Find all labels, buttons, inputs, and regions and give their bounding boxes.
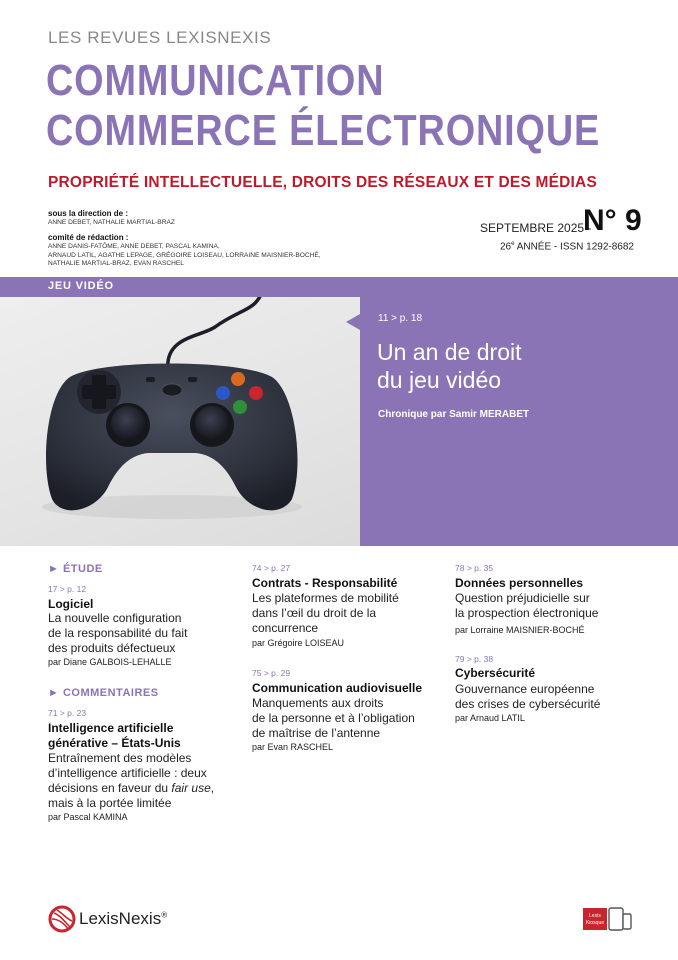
comm-line2: d’intelligence artificielle : deux [48,766,207,780]
comm-line4: mais à la portée limitée [48,796,172,810]
col3-a2-author: par Arnaud LATIL [455,713,525,723]
col3-a1-author: par Lorraine MAISNIER-BOCHÉ [455,625,585,635]
lexis-kiosque-badge[interactable] [583,908,607,930]
col3-a2-heading: Cybersécurité [455,666,536,680]
comm-line1: Entraînement des modèles [48,751,192,765]
col2-a2-heading: Communication audiovisuelle [252,681,423,695]
annee-number: 26 [500,241,512,253]
comm-author: par Pascal KAMINA [48,812,128,822]
feature-title-line1: Un an de droit [377,339,522,365]
tablet-phone-icon [608,906,632,937]
comm-line3-text: décisions en faveur du [48,781,172,795]
kiosque-line2: Kiosque [585,920,605,926]
comite-label: comité de rédaction : [48,233,129,242]
col3-a1-line2: la prospection électronique [455,606,599,620]
direction-names: ANNE DEBET, NATHALIE MARTIAL-BRAZ [48,219,175,226]
etude-author: par Diane GALBOIS-LEHALLE [48,657,172,667]
feature-banner-label: JEU VIDÉO [48,280,114,292]
journal-title-line1: COMMUNICATION [46,56,385,105]
etude-line1: La nouvelle configuration [48,611,182,625]
issue-annee [500,241,634,252]
col3-a2-line2: des crises de cybersécurité [455,697,601,711]
annee-rest: ANNÉE - ISSN 1292-8682 [514,241,634,253]
col2-a1-line3: concurrence [252,621,319,635]
feature-title-line2: du jeu vidéo [377,367,502,393]
logo-registered: ® [161,910,168,920]
col2-a2-ref: 75 > p. 29 [252,668,291,678]
issue-date: SEPTEMBRE 2025 - [480,221,592,235]
comm-line3-end: , [210,781,215,795]
col2-a1-heading: Contrats - Responsabilité [252,576,398,590]
feature-ref: 11 > p. 18 [378,313,423,324]
comite-line2: ARNAUD LATIL, AGATHE LEPAGE, GRÉGOIRE LOISEAU, LORRAINE MAISNIER-BOCHÉ, [48,251,321,259]
direction-label: sous la direction de : [48,209,129,218]
etude-ref: 17 > p. 12 [48,584,87,594]
col2-a1-ref: 74 > p. 27 [252,563,291,573]
journal-subtitle: PROPRIÉTÉ INTELLECTUELLE, DROITS DES RÉSEAUX ET DES MÉDIAS [48,174,597,191]
col2-a2-line3: de maîtrise de l’antenne [252,726,381,740]
col2-a2-line1: Manquements aux droits [252,696,384,710]
col3-a1-line1: Question préjudicielle sur [455,591,590,605]
lexisnexis-logo-icon [48,905,76,938]
etude-heading: Logiciel [48,597,94,611]
game-controller-photo [0,297,360,546]
col2-a2-author: par Evan RASCHEL [252,742,334,752]
col3-a2-line1: Gouvernance européenne [455,682,595,696]
comm-heading-line2: générative – États-Unis [48,736,181,750]
comite-line3: NATHALIE MARTIAL-BRAZ, EVAN RASCHEL [48,260,184,267]
comm-heading-line1: Intelligence artificielle [48,721,174,735]
comm-line3 [48,781,214,796]
comm-line3-italic: fair use [171,781,211,795]
series-name: LES REVUES LEXISNEXIS [48,28,272,47]
comm-ref: 71 > p. 23 [48,708,87,718]
col2-a1-line1: Les plateformes de mobilité [252,591,399,605]
comite-line1: ANNE DANIS-FATÔME, ANNE DEBET, PASCAL KAMINA, [48,243,220,250]
col3-a1-ref: 78 > p. 35 [455,563,494,573]
journal-title-line2: COMMERCE ÉLECTRONIQUE [46,106,601,155]
col2-a1-line2: dans l’œil du droit de la [252,606,377,620]
issue-number: N° 9 [583,204,642,237]
col3-a1-heading: Données personnelles [455,576,584,590]
col3-a2-ref: 79 > p. 38 [455,654,494,664]
etude-line2: de la responsabilité du fait [48,626,188,640]
section-commentaires: ► COMMENTAIRES [48,687,159,699]
annee-superscript: e [511,241,515,247]
kiosque-line1: Lexis [589,913,601,919]
logo-wordmark: LexisNexis [79,909,162,928]
feature-panel-pointer [346,314,360,330]
col2-a1-author: par Grégoire LOISEAU [252,638,345,648]
col2-a2-line2: de la personne et à l’obligation [252,711,415,725]
feature-chronique: Chronique par Samir MERABET [378,409,530,420]
game-controller-icon [0,297,360,546]
etude-line3: des produits défectueux [48,641,176,655]
section-etude: ► ÉTUDE [48,563,103,575]
lexisnexis-logo-text [79,909,167,929]
